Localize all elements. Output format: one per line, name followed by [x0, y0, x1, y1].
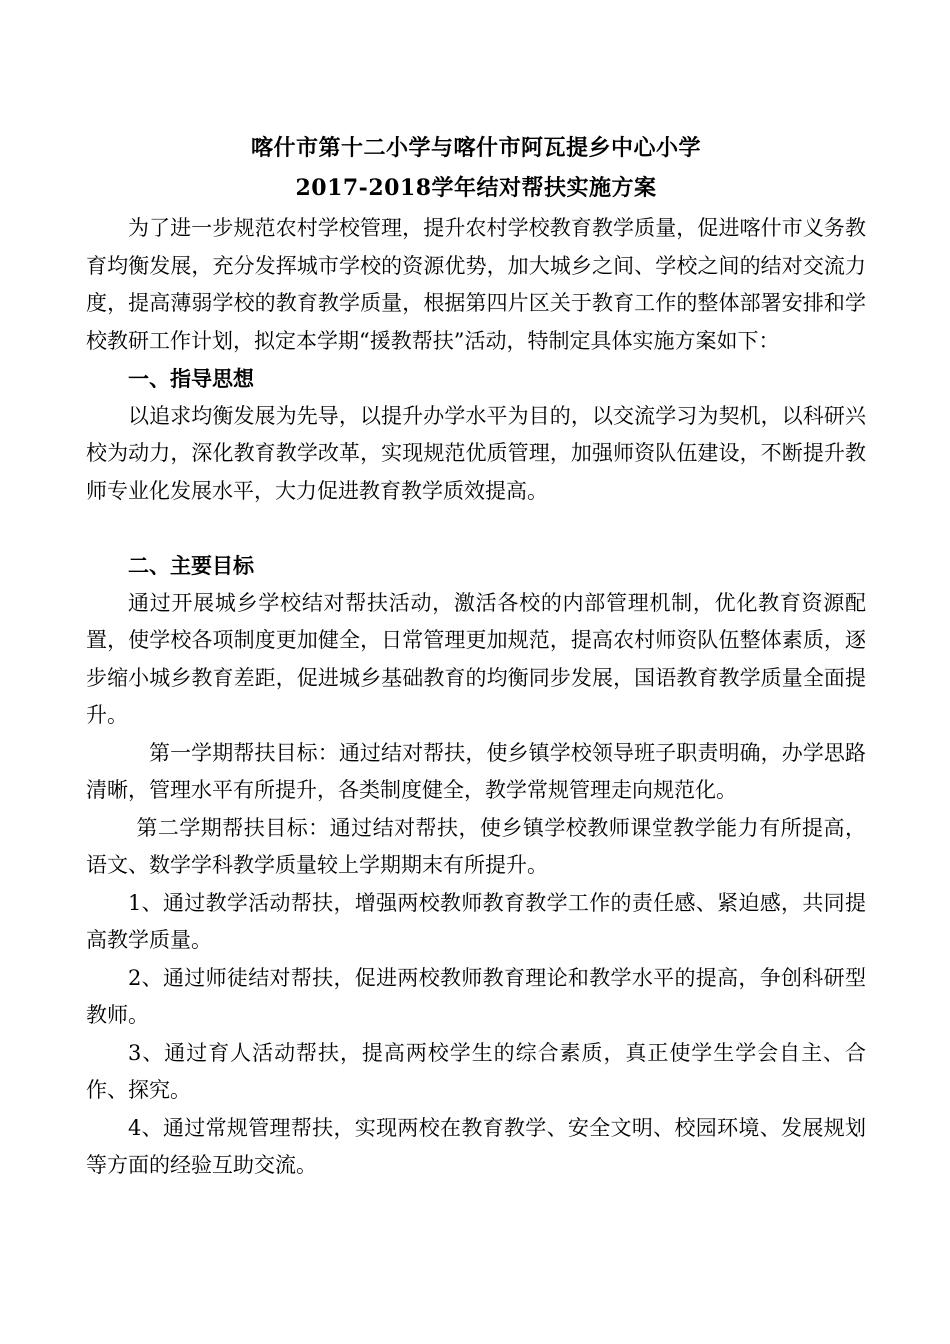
list-item-4: 4、通过常规管理帮扶，实现两校在教育教学、安全文明、校园环境、发展规划等方面的经验互助交流。	[86, 1115, 866, 1177]
list-item-3: 3、通过育人活动帮扶，提高两校学生的综合素质，真正使学生学会自主、合作、探究。	[86, 1040, 866, 1102]
document-page	[86, 128, 866, 1185]
document-title-line1: 喀什市第十二小学与喀什市阿瓦提乡中心小学	[250, 135, 701, 161]
term1-goal-paragraph: 第一学期帮扶目标：通过结对帮扶，使乡镇学校领导班子职责明确，办学思路清晰，管理水平有所提升，各类制度健全，教学常规管理走向规范化。	[86, 740, 866, 802]
section1-paragraph: 以追求均衡发展为先导，以提升办学水平为目的，以交流学习为契机，以科研兴校为动力，深化教育教学改革，实现规范优质管理，加强师资队伍建设，不断提升教师专业化发展水平，大力促进教育教学质效提高。	[86, 403, 866, 503]
section2-paragraph: 通过开展城乡学校结对帮扶活动，激活各校的内部管理机制，优化教育资源配置，使学校各项制度更加健全，日常管理更加规范，提高农村师资队伍整体素质，逐步缩小城乡教育差距，促进城乡基础教育的均衡同步发展，国语教育教学质量全面提升。	[86, 590, 866, 727]
list-item-2: 2、通过师徒结对帮扶，促进两校教师教育理论和教学水平的提高，争创科研型教师。	[86, 965, 866, 1027]
section1-heading: 一、指导思想	[128, 366, 254, 391]
blank-line	[86, 510, 866, 547]
term2-goal-paragraph: 第二学期帮扶目标：通过结对帮扶，使乡镇学校教师课堂教学能力有所提高，语文、数学学科教学质量较上学期期末有所提升。	[86, 815, 866, 877]
list-item-1: 1、通过教学活动帮扶，增强两校教师教育教学工作的责任感、紧迫感，共同提高教学质量。	[86, 890, 866, 952]
section2-heading: 二、主要目标	[128, 553, 254, 578]
intro-paragraph: 为了进一步规范农村学校管理，提升农村学校教育教学质量，促进喀什市义务教育均衡发展，充分发挥城市学校的资源优势，加大城乡之间、学校之间的结对交流力度，提高薄弱学校的教育教学质量，根据第四片区关于教育工作的整体部署安排和学校教研工作计划，拟定本学期“援教帮扶”活动，特制定具体实施方案如下：	[86, 216, 866, 353]
document-title-line2: 2017-2018学年结对帮扶实施方案	[295, 175, 657, 201]
